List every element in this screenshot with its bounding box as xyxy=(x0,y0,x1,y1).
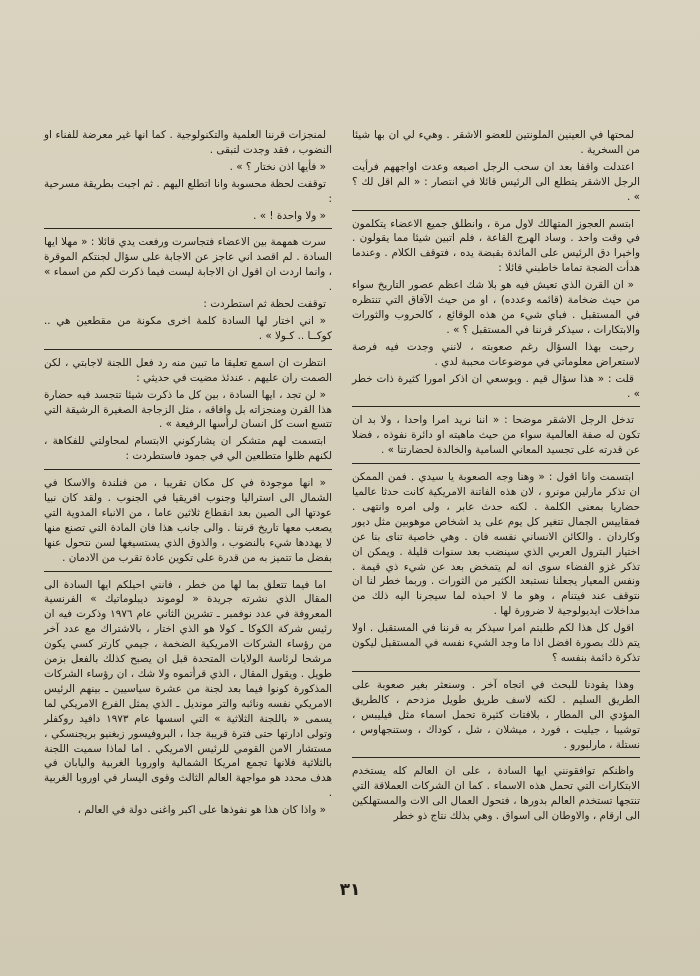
paragraph: « اني اختار لها السادة كلمة اخرى مكونة من مقطعين هي .. كوكــا .. كـولا » . xyxy=(44,314,332,342)
paragraph: اعتدلت واقفا بعد ان سحب الرجل اصبعه وعدت اواجههم فرأيت الرجل الاشقر يتطلع الى الرئيس قائلا في انتصار : « الم اقل لك ؟ » . xyxy=(352,160,640,203)
left-column xyxy=(44,128,332,820)
paragraph: لمنجزات قرننا العلمية والتكنولوجية . كما انها غير معرضة للفناء او النضوب ، فقد وجدت لتبقى . xyxy=(44,129,332,156)
paragraph: « فأيها اذن نختار ؟ » . xyxy=(229,160,326,173)
section-divider xyxy=(352,406,640,407)
paragraph: اما فيما تتعلق بما لها من خطر ، فانني احيلكم ايها السادة الى المقال الذي نشرته جريدة « لوموند ديبلوماتيك » الفرنسية المعروفة في عدد نوفمبر ـ تشرين الثاني عام ١٩٧٦ وذكرت فيه ان رئيس شركة الكوكا ـ كولا هو الذي اختار ، بالاشتراك مع عدد آخر من رؤساء الشركات الامريكية الضخمة ، جيمي كارتر كسي يكون مرشحا لرئاسة الولايات المتحدة قبل ان يصبح كذلك بالفعل بزمن طويل . ويقول المقال ، الذي قرأتموه ولا شك ، ان رؤساء الشركات المذكورة كونوا فيما بعد لجنة من عشرة سياسيين ـ بينهم الرئيس الامريكي نفسه ونائبه والتر مونديل ـ الذي يمثل الفرع الامريكي لما يسمى « باللجنة الثلاثية » التي اسسها عام ١٩٧٣ دافيد روكفلر وتولى ادارتها حتى فترة قريبة جدا ، البروفيسور زبغنيو بريجنسكي ، مستشار الامن القومي للرئيس الامريكي . اما لماذا سميت اللجنة بالثلاثية فلانها تجمع امريكا الشمالية واوروبا الغربية واليابان في هدف محدد هو مواجهة العالم الثالث وقوى اليسار في اوروبا الغربية . xyxy=(44,578,332,800)
paragraph: ابتسمت لهم متشكر ان يشاركوني الابتسام لمحاولتي للفكاهة ، لكنهم ظلوا متطلعين الي في جمود فاستطردت : xyxy=(44,435,332,463)
paragraph: توقفت لحظة ثم استطردت : xyxy=(203,298,326,311)
paragraph: « لن تجد ، ايها السادة ، بين كل ما ذكرت شيئا تتجسد فيه حضارة هذا القرن ومنجزاته بل وافاقه ، مثل الزجاجة الصغيرة الرشيقة التي تتسع است كل انسان لرأسها الرفيعة » . xyxy=(44,388,332,431)
paragraph: « واذا كان هذا هو نفوذها على اكبر واغنى دولة في العالم ، xyxy=(77,804,326,817)
paragraph: ابتسمت وانا اقول : « وهنا وجه الصعوبة يا سيدي . فمن الممكن ان تذكر مارلين مونرو ، لان هذه الفاتنة الامريكية كانت حدثا عالميا حضاريا بمعنى الكلمة . لكنه حدث عابر ، ولى امره وانتهى . فمقاييس الجمال تتغير كل يوم على يد اشخاص موهوبين مثل ديور وكاردان . والكائن الانساني نفسه فان . وهي خاصية تناى بنا عن اختيار البترول العربي الذي سينضب بعد سنوات قليلة . ويمكن ان تذكر غزو الفضاء سوى انه لم يتمخض بعد عن شيء ذي قيمة . ونفس المعيار يجعلنا نستبعد الكثير من الثورات . وربما خطر لنا ان نتوقف عند فيتنام ، وهو ما لا احبذه لما سيجرنا اليه ذلك من مداخلات ايديولوجية لا ضرورة لها . xyxy=(352,471,640,618)
paragraph: انتظرت ان اسمع تعليقا ما تبين منه رد فعل اللجنة لاجابتي ، لكن الصمت ران عليهم . عندئذ مضيت في حديثي : xyxy=(44,356,332,384)
paragraph: وهذا يقودنا للبحث في اتجاه آخر . وسنعثر بغير صعوبة على الطريق السليم . لكنه لاسف طريق طويل مزدحم ، كالطريق المؤدي الى المطار ، بلافتات كثيرة تحمل اسماء مثل فيليبس ، توشيبا ، جيليت ، فورد ، ميشلان ، شل ، كوداك ، وستنجهاوس ، نستلة ، مارلبورو . xyxy=(352,678,640,751)
paragraph: تدخل الرجل الاشقر موضحا : « اننا نريد امرا واحدا ، ولا بد ان تكون له صفة العالمية سواء من حيث ماهيته او دائرة نفوذه ، فضلا عن قدرته على تجسيد المعاني السامية والخالدة لحضارتنا » . xyxy=(352,414,640,457)
paragraph: اقول كل هذا لكم طلبتم امرا سيذكر به قرننا في المستقبل . اولا يتم ذلك بصورة افضل اذا ما وجد الشيء نفسه في المستقبل ليكون تذكرة دائمة بنفسه ؟ xyxy=(352,622,640,664)
section-divider xyxy=(352,463,640,464)
column-gutter xyxy=(340,128,341,868)
section-divider xyxy=(352,757,640,758)
paragraph: « ولا واحدة ! » . xyxy=(253,209,326,222)
paragraph: رحبت بهذا السؤال رغم صعوبته ، لانني وجدت فيه فرصة لاستعراض معلوماتي في موضوعات محببة لدي . xyxy=(352,340,640,368)
paragraph: توقفت لحظة محسوبة وانا اتطلع اليهم . ثم اجبت بطريقة مسرحية : xyxy=(44,177,332,205)
page-number: ٣١ xyxy=(339,880,361,900)
paragraph: ابتسم العجوز المتهالك لاول مرة ، وانطلق جميع الاعضاء يتكلمون في وقت واحد . وساد الهرج القاعة ، فلم اتبين شيئا مما يقولون . واخيرا دق الرئيس على المائدة بقبضة يده ، فتوقف الكلام . وعندما هدأت الضجة تماما خاطبني قائلا : xyxy=(352,217,640,275)
paragraph: « ان القرن الذي تعيش فيه هو بلا شك اعظم عصور التاريخ سواء من حيث ضخامة (قائمه وعدده) ، او من حيث الآفاق التي تنتظره في المستقبل . فباي شيء من هذه الوقائع ، كالحروب والثورات والابتكارات ، سيذكر قرننا في المستقبل ؟ » . xyxy=(352,279,640,336)
paragraph: واظنكم توافقونني ايها السادة ، على ان العالم كله يستخدم الابتكارات التي تحمل هذه الاسماء . كما ان الشركات العملاقة التي تنتجها تستخدم العالم بدورها ، فتحول العمال الى الات والمستهلكين الى ارقام ، والاوطان الى اسواق . وهي بذلك نتاج ذو خطر xyxy=(352,765,640,823)
section-divider xyxy=(352,210,640,211)
section-divider xyxy=(44,228,332,229)
paragraph: سرت همهمة بين الاعضاء فتجاسرت ورفعت يدي قائلا : « مهلا ايها السادة . لم اقصد اني عاجز عن الاجابة على سؤال لجنتكم الموقرة ، وانما اردت ان اقول ان الاجابة ليست فيما ذكرت لكم من اسماء » . xyxy=(44,236,332,294)
section-divider xyxy=(44,349,332,350)
section-divider xyxy=(352,671,640,672)
section-divider xyxy=(44,469,332,470)
paragraph: قلت : « هذا سؤال قيم . وبوسعي ان اذكر امورا كثيرة ذات خطر » . xyxy=(352,372,640,400)
section-divider xyxy=(44,571,332,572)
paragraph: « انها موجودة في كل مكان تقريبا ، من فنلندة والاسكا في الشمال الى استراليا وجنوب افريقيا في الجنوب . ولقد كان نبيا عودتها الى الصين بعد انقطاع ثلاثين عاما ، من الانباء المدوية التي يصعب معها تاريخ قرننا . والى جانب هذا فان المادة التي تصنع منها لا يهددها شيء بالنضوب ، والذوق الذي يستسيغها لسن نتحول عنها بفضل ما تتميز به من قدرة على تكوين عادة تقرب من الادمان . xyxy=(44,477,332,564)
paragraph: لمحتها في العينين الملونتين للعضو الاشقر . وهيء لي ان بها شيئا من السخرية . xyxy=(352,129,640,156)
right-column xyxy=(352,128,640,826)
